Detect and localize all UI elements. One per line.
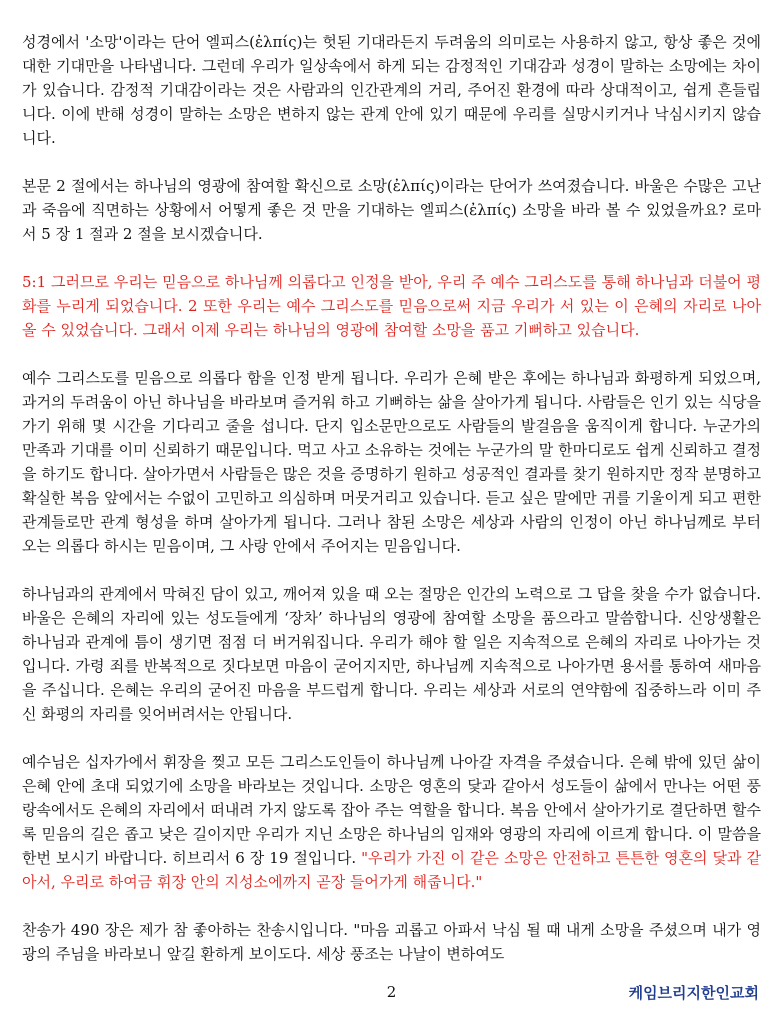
scripture-quote-romans-text: 5:1 그러므로 우리는 믿음으로 하나님께 의롭다고 인정을 받아, 우리 주 예수 그리스도를 통해 하나님과 더불어 평화를 누리게 되었습니다. 2 또한 우리는 예수 그리스도를 믿음으로써 지금 우리가 서 있는 이 은혜의 자리로 나아올 수 있었습니다. 그래서 이제 우리는 하나님의 영광에 참여할 소망을 품고 기뻐하고 있습니다. <box>22 273 761 339</box>
paragraph-1 <box>22 30 761 150</box>
paragraph-2-text: 본문 2 절에서는 하나님의 영광에 참여할 확신으로 소망(ἐλπίς)이라는 단어가 쓰여졌습니다. 바울은 수많은 고난과 죽음에 직면하는 상황에서 어떻게 좋은 것 만을 기대하는 엘피스(ἐλπίς) 소망을 바라 볼 수 있었을까요? 로마서 5 장 1 절과 2 절을 보시겠습니다. <box>22 177 761 243</box>
scripture-quote-hebrews: "우리가 가진 이 같은 소망은 안전하고 튼튼한 영혼의 닻과 같아서, 우리로 하여금 휘장 안의 지성소에까지 곧장 들어가게 해줍니다." <box>22 849 761 891</box>
paragraph-6-text: 예수님은 십자가에서 휘장을 찢고 모든 그리스도인들이 하나님께 나아갈 자격을 주셨습니다. 은혜 밖에 있던 삶이 은혜 안에 초대 되었기에 소망을 바라보는 것입니다. 소망은 영혼의 닻과 같아서 성도들이 삶에서 만나는 어떤 풍랑속에서도 은혜의 자리에서 떠내려 가지 않도록 잡아 주는 역할을 합니다. 복음 안에서 살아가기로 결단하면 할수록 믿음의 길은 좁고 낮은 길이지만 우리가 지닌 소망은 하나님의 임재와 영광의 자리에 이르게 합니다. 이 말씀을 한번 보시기 바랍니다. 히브리서 6 장 19 절입니다. <box>22 753 761 867</box>
paragraph-6 <box>22 750 761 894</box>
document-body <box>22 30 761 990</box>
scripture-quote-romans <box>22 270 761 342</box>
paragraph-2 <box>22 174 761 246</box>
paragraph-4 <box>22 366 761 558</box>
page-number: 2 <box>386 983 397 1001</box>
church-name: 케임브리지한인교회 <box>628 984 759 1002</box>
paragraph-7-text: 찬송가 490 장은 제가 참 좋아하는 찬송시입니다. "마음 괴롭고 아파서 낙심 될 때 내게 소망을 주셨으며 내가 영광의 주님을 바라보니 앞길 환하게 보이도다. 세상 풍조는 나날이 변하여도 <box>22 921 761 963</box>
paragraph-1-text: 성경에서 '소망'이라는 단어 엘피스(ἐλπίς)는 헛된 기대라든지 두려움의 의미로는 사용하지 않고, 항상 좋은 것에 대한 기대만을 나타냅니다. 그런데 우리가 일상속에서 하게 되는 감정적인 기대감과 성경이 말하는 소망에는 차이가 있습니다. 감정적 기대감이라는 것은 사람과의 인간관계의 거리, 주어진 환경에 따라 상대적이고, 쉽게 흔들립니다. 이에 반해 성경이 말하는 소망은 변하지 않는 관계 안에 있기 때문에 우리를 실망시키거나 낙심시키지 않습니다. <box>22 33 761 147</box>
paragraph-5 <box>22 582 761 726</box>
paragraph-7 <box>22 918 761 966</box>
paragraph-4-text: 예수 그리스도를 믿음으로 의롭다 함을 인정 받게 됩니다. 우리가 은혜 받은 후에는 하나님과 화평하게 되었으며, 과거의 두려움이 아닌 하나님을 바라보며 즐거워 하고 기뻐하는 삶을 살아가게 됩니다. 사람들은 인기 있는 식당을 가기 위해 몇 시간을 기다리고 줄을 섭니다. 단지 입소문만으로도 사람들의 발걸음을 움직이게 합니다. 누군가의 만족과 기대를 이미 신뢰하기 때문입니다. 먹고 사고 소유하는 것에는 누군가의 말 한마디로도 쉽게 신뢰하고 결정을 하기도 합니다. 살아가면서 사람들은 많은 것을 증명하기 원하고 성공적인 결과를 찾기 원하지만 정작 분명하고 확실한 복음 앞에서는 수없이 고민하고 의심하며 머뭇거리고 있습니다. 듣고 싶은 말에만 귀를 기울이게 되고 편한 관계들로만 관계 형성을 하며 살아가게 됩니다. 그러나 참된 소망은 세상과 사람의 인정이 아닌 하나님께로 부터 오는 의롭다 하시는 믿음이며, 그 사랑 안에서 주어지는 믿음입니다. <box>22 369 761 555</box>
paragraph-5-text: 하나님과의 관계에서 막혀진 담이 있고, 깨어져 있을 때 오는 절망은 인간의 노력으로 그 답을 찾을 수가 없습니다. 바울은 은혜의 자리에 있는 성도들에게 ‘장차’ 하나님의 영광에 참여할 소망을 품으라고 말씀합니다. 신앙생활은 하나님과 관계에 틈이 생기면 점점 더 버거워집니다. 우리가 해야 할 일은 지속적으로 은혜의 자리로 나아가는 것입니다. 가령 죄를 반복적으로 짓다보면 마음이 굳어지지만, 하나님께 지속적으로 나아가면 용서를 통하여 새마음을 주십니다. 은혜는 우리의 굳어진 마음을 부드럽게 합니다. 우리는 세상과 서로의 연약함에 집중하느라 이미 주신 화평의 자리를 잊어버려서는 안됩니다. <box>22 585 761 723</box>
